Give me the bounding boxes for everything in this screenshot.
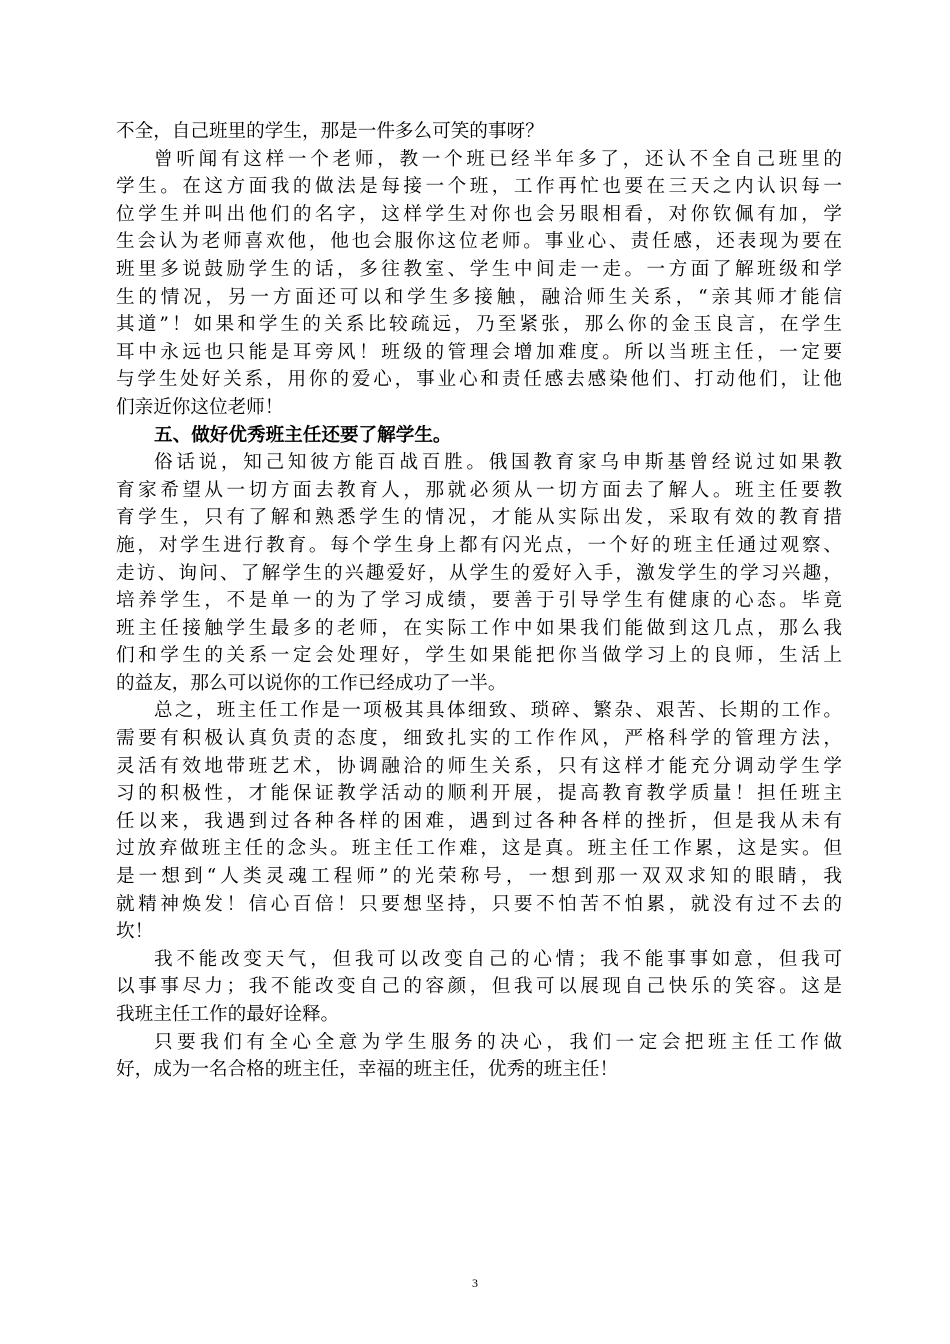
paragraph-line: 俗话说，知己知彼方能百战百胜。俄国教育家乌申斯基曾经说过如果教 — [154, 452, 842, 474]
paragraph-line: 班里多说鼓励学生的话，多往教室、学生中间走一走。一方面了解班级和学 — [116, 258, 842, 280]
paragraph-line: 任以来，我遇到过各种各样的困难，遇到过各种各样的挫折，但是我从未有 — [116, 810, 842, 832]
paragraph-line: 坎！ — [116, 921, 154, 943]
paragraph-line: 们亲近你这位老师！ — [116, 396, 284, 418]
paragraph-line: 我不能改变天气，但我可以改变自己的心情；我不能事事如意，但我可 — [154, 948, 842, 970]
paragraph-line: 需要有积极认真负责的态度，细致扎实的工作作风，严格科学的管理方法， — [116, 728, 842, 750]
paragraph-line: 们和学生的关系一定会处理好，学生如果能把你当做学习上的良师，生活上 — [116, 645, 842, 667]
paragraph-line: 灵活有效地带班艺术，协调融洽的师生关系，只有这样才能充分调动学生学 — [116, 755, 842, 777]
paragraph-line: 学生。在这方面我的做法是每接一个班，工作再忙也要在三天之内认识每一 — [116, 176, 842, 198]
page-number: 3 — [472, 1276, 478, 1290]
paragraph-line: 曾听闻有这样一个老师，教一个班已经半年多了，还认不全自己班里的 — [154, 148, 842, 170]
paragraph-line: 班主任接触学生最多的老师，在实际工作中如果我们能做到这几点，那么我 — [116, 617, 842, 639]
paragraph-line: 不全，自己班里的学生，那是一件多么可笑的事呀？ — [116, 121, 544, 142]
paragraph-line: 走访、询问、了解学生的兴趣爱好，从学生的爱好入手，激发学生的学习兴趣， — [116, 562, 842, 584]
paragraph-line: 位学生并叫出他们的名字，这样学生对你也会另眼相看，对你钦佩有加，学 — [116, 203, 842, 225]
paragraph-line: 就精神焕发！信心百倍！只要想坚持，只要不怕苦不怕累，就没有过不去的 — [116, 893, 842, 915]
paragraph-line: 与学生处好关系，用你的爱心，事业心和责任感去感染他们、打动他们，让他 — [116, 369, 842, 391]
paragraph-line: 总之，班主任工作是一项极其具体细致、琐碎、繁杂、艰苦、长期的工作。 — [154, 700, 842, 722]
paragraph-line: 其道”！如果和学生的关系比较疏远，乃至紧张，那么你的金玉良言，在学生 — [116, 314, 842, 336]
paragraph-line: 过放弃做班主任的念头。班主任工作难，这是真。班主任工作累，这是实。但 — [116, 838, 842, 860]
paragraph-line: 好，成为一名合格的班主任，幸福的班主任，优秀的班主任！ — [116, 1059, 619, 1081]
paragraph-line: 是一想到“人类灵魂工程师”的光荣称号，一想到那一双双求知的眼睛，我 — [116, 866, 842, 888]
paragraph-line: 培养学生，不是单一的为了学习成绩，要善于引导学生有健康的心态。毕竟 — [116, 590, 842, 612]
paragraph-line: 育学生，只有了解和熟悉学生的情况，才能从实际出发，采取有效的教育措 — [116, 507, 842, 529]
paragraph-line: 育家希望从一切方面去教育人，那就必须从一切方面去了解人。班主任要教 — [116, 479, 842, 501]
paragraph-line: 以事事尽力；我不能改变自己的容颜，但我可以展现自己快乐的笑容。这是 — [116, 976, 842, 998]
body-text — [116, 118, 842, 1084]
paragraph-line: 的益友，那么可以说你的工作已经成功了一半。 — [116, 672, 507, 694]
section-heading: 五、做好优秀班主任还要了解学生。 — [154, 424, 452, 446]
paragraph-line: 耳中永远也只能是耳旁风！班级的管理会增加难度。所以当班主任，一定要 — [116, 341, 842, 363]
paragraph-line: 只要我们有全心全意为学生服务的决心，我们一定会把班主任工作做 — [154, 1031, 842, 1053]
paragraph-line: 习的积极性，才能保证教学活动的顺利开展，提高教育教学质量！担任班主 — [116, 783, 842, 805]
paragraph-line: 我班主任工作的最好诠释。 — [116, 1004, 340, 1025]
paragraph-line: 生的情况，另一方面还可以和学生多接触，融洽师生关系，“亲其师才能信 — [116, 286, 842, 308]
paragraph-line: 施，对学生进行教育。每个学生身上都有闪光点，一个好的班主任通过观察、 — [116, 534, 842, 556]
paragraph-line: 生会认为老师喜欢他，他也会服你这位老师。事业心、责任感，还表现为要在 — [116, 231, 842, 253]
